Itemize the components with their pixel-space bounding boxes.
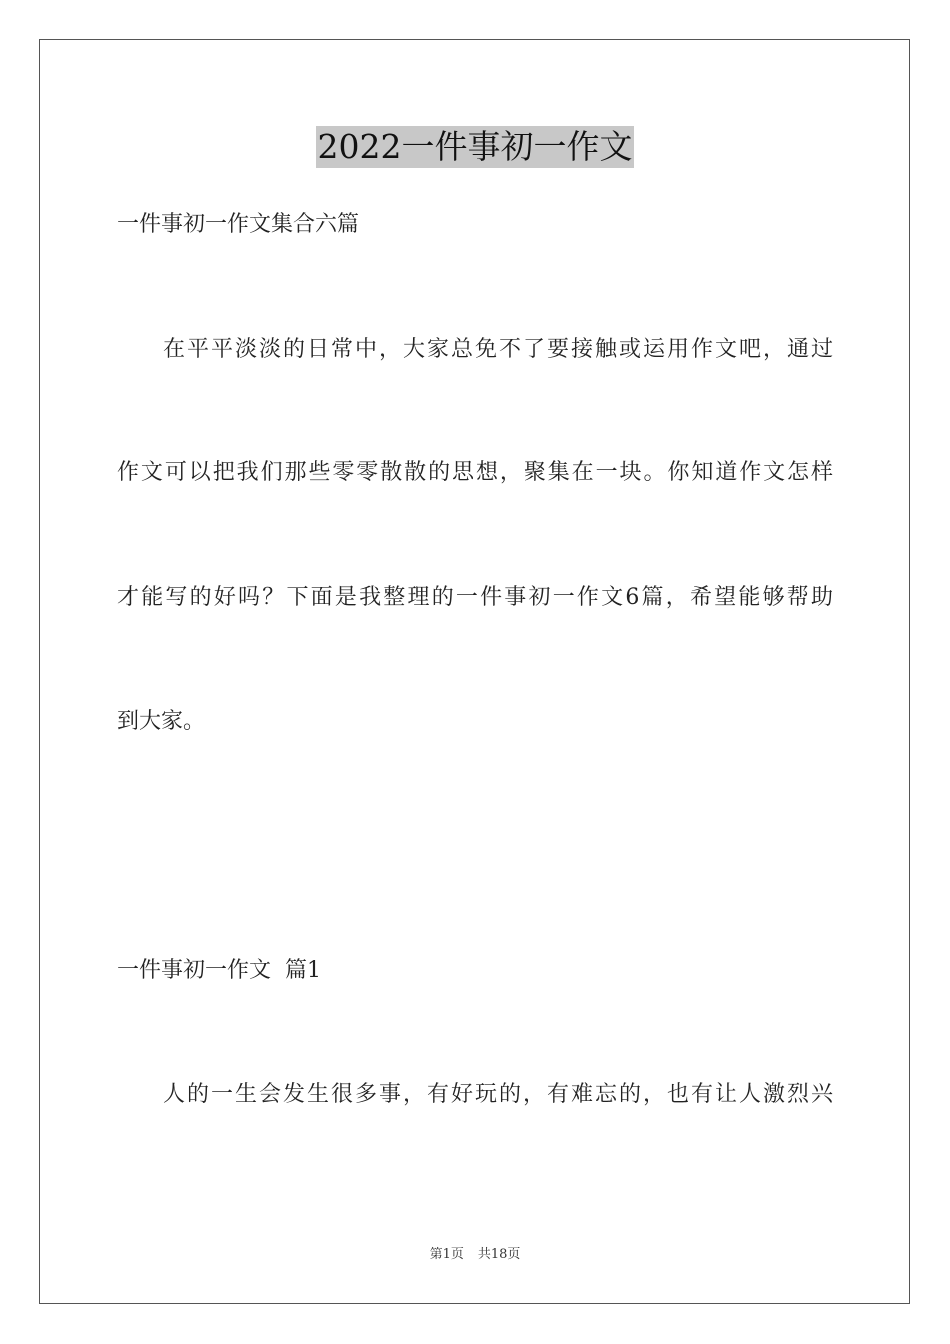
- page-number: 第1页: [429, 1247, 464, 1262]
- page-total: 共18页: [477, 1247, 521, 1262]
- intro-line: 到大家。: [117, 709, 206, 734]
- page-footer: [0, 1246, 950, 1264]
- section-heading: 一件事初一作文 篇1: [117, 958, 321, 983]
- section-line: 人的一生会发生很多事，有好玩的，有难忘的，也有让人激烈兴: [163, 1082, 833, 1107]
- document-subtitle: 一件事初一作文集合六篇: [117, 212, 360, 237]
- document-title: 2022一件事初一作文: [317, 127, 633, 166]
- intro-line: 在平平淡淡的日常中，大家总免不了要接触或运用作文吧，通过: [163, 337, 833, 362]
- intro-line: 才能写的好吗？下面是我整理的一件事初一作文6篇，希望能够帮助: [117, 585, 833, 610]
- title-container: [0, 126, 950, 168]
- intro-line: 作文可以把我们那些零零散散的思想，聚集在一块。你知道作文怎样: [117, 460, 833, 485]
